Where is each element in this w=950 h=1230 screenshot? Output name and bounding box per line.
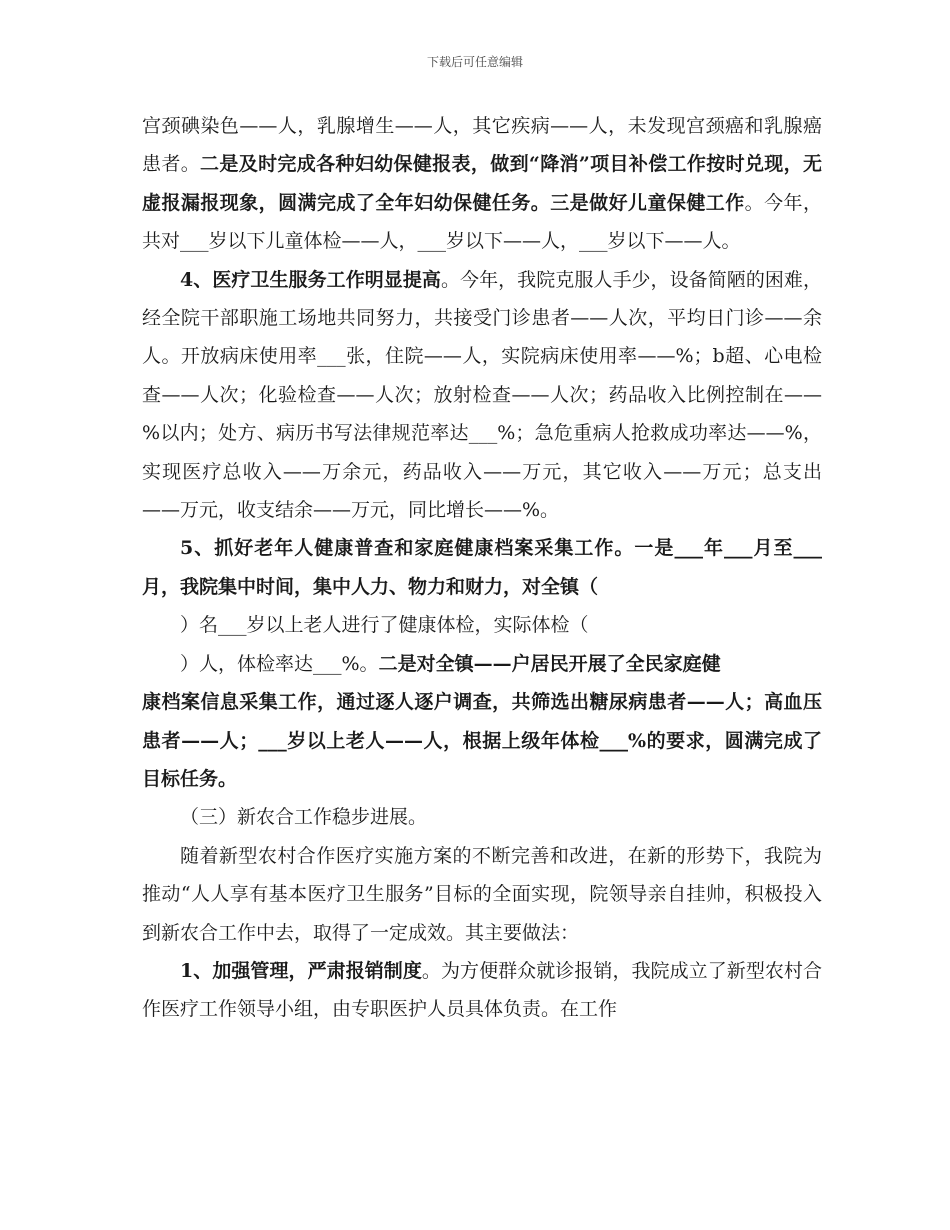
document-body xyxy=(142,107,822,1029)
text-run-bold: 康档案信息采集工作，通过逐人逐户调查，共筛选出糖尿病患者——人；高血压患者——人；___岁以上老人——人，根据上级年体检___%的要求，圆满完成了目标任务。 xyxy=(142,691,822,790)
text-run: 随着新型农村合作医疗实施方案的不断完善和改进，在新的形势下，我院为推动“人人享有基本医疗卫生服务”目标的全面实现，院领导亲自挂帅，积极投入到新农合工作中去，取得了一定成效。其主要做法： xyxy=(142,844,822,944)
paragraph-1 xyxy=(142,107,822,261)
text-run: （三）新农合工作稳步进展。 xyxy=(180,806,428,829)
paragraph-8 xyxy=(142,837,822,952)
text-run: ）人，体检率达___%。 xyxy=(180,652,379,675)
text-run: 。为方便群众就诊报销，我院成立了新型农村合作医疗工作领导小组，由专职医护人员具体负责。在工作 xyxy=(142,959,822,1021)
page-header: 下载后可任意编辑 xyxy=(426,55,523,69)
paragraph-3 xyxy=(142,529,822,606)
text-run-bold: 二是对全镇——户居民开展了全民家庭健 xyxy=(378,652,721,675)
paragraph-4 xyxy=(142,606,822,644)
text-run-bold: 5、抓好老年人健康普查和家庭健康档案采集工作。一是___年___月至___月，我院集中时间，集中人力、物力和财力，对全镇（ xyxy=(142,537,822,598)
paragraph-5 xyxy=(142,645,822,683)
paragraph-2 xyxy=(142,261,822,530)
text-run: 。今年，我院克服人手少，设备简陋的困难，经全院干部职施工场地共同努力，共接受门诊患者——人次，平均日门诊——余人。开放病床使用率___张，住院——人，实院病床使用率——%；b超、心电检查——人次；化验检查——人次；放射检查——人次；药品收入比例控制在——%以内；处方、病历书写法律规范率达___%；急危重病人抢救成功率达——%，实现医疗总收入——万余元，药品收入——万元，其它收入——万元；总支出——万元，收支结余——万元，同比增长——%。 xyxy=(142,268,822,522)
text-run-bold: 1、加强管理，严肃报销制度 xyxy=(180,959,422,982)
paragraph-6 xyxy=(142,683,822,798)
text-run: 宫颈碘染色——人，乳腺增生——人，其它疾病——人，未发现宫颈癌和乳腺癌患者。 xyxy=(142,115,822,176)
section-heading xyxy=(142,798,822,836)
text-run: ）名___岁以上老人进行了健康体检，实际体检（ xyxy=(180,614,589,637)
text-run: 。今年，共对___岁以下儿童体检——人，___岁以下——人，___岁以下——人。 xyxy=(142,191,822,253)
paragraph-9 xyxy=(142,952,822,1029)
text-run-bold: 二是及时完成各种妇幼保健报表，做到“降消”项目补偿工作按时兑现，无虚报漏报现象，圆满完成了全年妇幼保健任务。三是做好儿童保健工作 xyxy=(142,153,822,214)
text-run-bold: 4、医疗卫生服务工作明显提高 xyxy=(180,268,441,291)
